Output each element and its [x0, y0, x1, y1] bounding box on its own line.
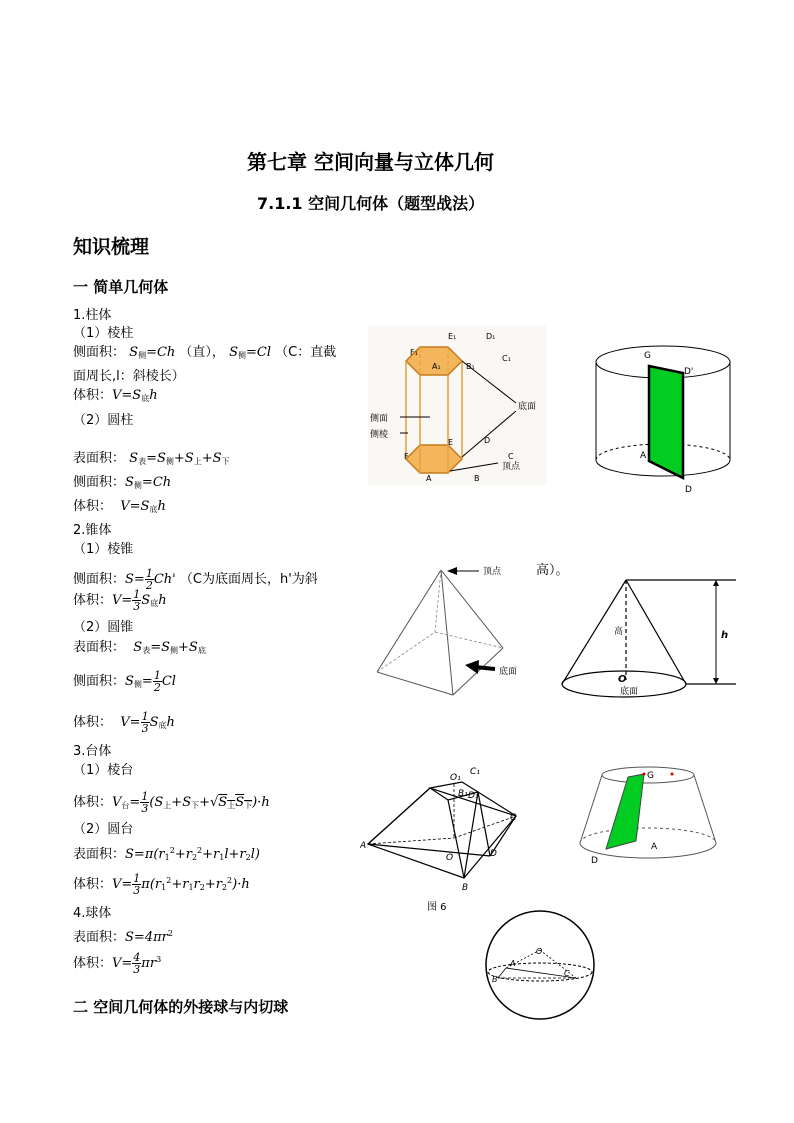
- cylinder-label-d: D: [685, 485, 692, 495]
- prism-lateral-text: （直），: [179, 345, 225, 360]
- prism-label-b: B: [474, 474, 480, 483]
- sphere-figure: [478, 910, 602, 1020]
- prism-volume-label: 体积：: [73, 388, 113, 403]
- formula-frustum-volume2: V= $\frac{1}{3}$ $\pi(r_1^2+r_1r_2+r_2^2)\cdot h$: [112, 872, 250, 897]
- cylinder-section: [649, 366, 683, 478]
- formula-cone-surface: $S_表=S_侧+S_底$: [133, 640, 206, 655]
- prism-sub1: （1）棱柱: [73, 326, 134, 341]
- truncated-cone-label-g: G: [647, 771, 654, 781]
- cone-label-height: 高: [614, 627, 624, 637]
- prism-label-f1: F₁: [410, 348, 418, 357]
- pyramid-figure: [375, 560, 545, 700]
- knowledge-heading: 知识梳理: [73, 236, 150, 258]
- frustum-label-o1: O₁: [450, 773, 461, 783]
- prism-lateral-label: 侧面积：: [73, 345, 126, 360]
- prism-title: 1.柱体: [73, 308, 112, 323]
- prism-label-e1: E₁: [448, 332, 457, 341]
- frustum-label-c: C: [510, 813, 517, 823]
- cylinder-surface-line: [73, 451, 230, 470]
- prism-lateral-line: [73, 345, 336, 364]
- sphere-volume-label: 体积：: [73, 956, 113, 971]
- pyramid-lateral-note: （C为底面周长，h'为斜: [179, 572, 318, 587]
- frustum-figure: [360, 760, 525, 910]
- prism-label-a1: A₁: [432, 362, 441, 371]
- frustum-label-d1: D₁: [468, 791, 479, 801]
- frustum-sub2: （2）圆台: [73, 822, 134, 837]
- prism-label-side-face: 侧面: [370, 414, 389, 424]
- cylinder-surface-label: 表面积：: [73, 451, 126, 466]
- truncated-cone-section: [606, 774, 644, 849]
- cone-title: 2.锥体: [73, 523, 112, 538]
- cone-lateral-line: [73, 670, 176, 693]
- frustum-volume-label: 体积：: [73, 795, 113, 810]
- sphere-surface-label: 表面积：: [73, 930, 126, 945]
- frustum-sub1: （1）棱台: [73, 763, 134, 778]
- sphere-title: 4.球体: [73, 906, 112, 921]
- frustum-label-c1: C₁: [470, 767, 480, 777]
- truncated-cone-figure: [578, 765, 723, 865]
- hexagonal-prism-figure: [368, 325, 546, 485]
- prism-label-d: D: [484, 436, 491, 445]
- formula-frustum-volume: $V_台=$ $\frac{1}{3}$ $(S_上+S_下+√S_上S_下)\cdot h$: [112, 790, 270, 815]
- cylinder-volume-line: [73, 499, 166, 518]
- cylinder-label-dprime: D': [684, 367, 694, 377]
- formula-frustum-surface: $S=\pi(r_1^2+r_2^2+r_1l+r_2l)$: [125, 846, 260, 862]
- prism-label-f: F: [404, 452, 409, 461]
- formula-prism-lateral-1: $S_侧=Ch$: [129, 345, 176, 360]
- frustum-volume2-line: [73, 873, 250, 896]
- formula-sphere-volume: V= $\frac{4}{3}$ $\pi r^3$: [112, 951, 162, 976]
- prism-label-a: A: [426, 474, 432, 483]
- formula-cylinder-volume: $V=S_底h$: [120, 499, 166, 514]
- section-title: 7.1.1 空间几何体（题型战法）: [257, 194, 485, 213]
- truncated-cone-label-a: A: [651, 842, 658, 852]
- formula-cone-lateral: $S_侧=$ $\frac{1}{2}$ Cl: [125, 669, 176, 694]
- cone-sub: （2）圆锥: [73, 620, 134, 635]
- frustum-volume-line: [73, 791, 270, 814]
- part2-heading: 二 空间几何体的外接球与内切球: [73, 998, 289, 1016]
- frustum-label-b1: B₁: [458, 789, 468, 799]
- prism-label-c1: C₁: [502, 354, 511, 363]
- sphere-label-b: B: [492, 975, 498, 984]
- frustum-label-b: B: [462, 883, 469, 893]
- prism-label-base: 底面: [518, 402, 537, 412]
- formula-pyramid-lateral: S= $\frac{1}{2}$ Ch': [125, 567, 176, 592]
- prism-label-c: C: [508, 452, 514, 461]
- part1-heading: 一 简单几何体: [73, 278, 169, 296]
- frustum-surface-line: [73, 843, 260, 866]
- frustum-label-d: D: [490, 849, 497, 859]
- cone-volume-line: [73, 711, 175, 734]
- sphere-label-a: A: [510, 959, 516, 968]
- sphere-label-c: C: [564, 969, 570, 978]
- formula-prism-volume: $V=S_底h$: [112, 388, 158, 403]
- cone-volume-label: 体积：: [73, 715, 113, 730]
- cone-surface-line: [73, 640, 206, 659]
- formula-cylinder-lateral: $S_侧=Ch$: [125, 475, 172, 490]
- frustum-surface-label: 表面积：: [73, 847, 126, 862]
- formula-pyramid-volume: V= $\frac{1}{3}$ $S_底h$: [112, 588, 167, 613]
- truncated-cone-label-d: D: [591, 856, 598, 865]
- cone-label-o: O: [618, 674, 627, 685]
- height-continuation: 高）。: [536, 563, 569, 578]
- prism-volume-line: [73, 388, 158, 407]
- sphere-surface-line: [73, 926, 173, 946]
- pyramid-lateral-line: [73, 568, 318, 591]
- pyramid-lateral-label: 侧面积：: [73, 572, 126, 587]
- frustum-label-a: A: [360, 841, 367, 851]
- cylinder-lateral-line: [73, 475, 171, 494]
- formula-prism-lateral-2: $S_侧=Cl$: [229, 345, 271, 360]
- prism-label-side-edge: 侧棱: [370, 430, 389, 440]
- cylinder-label-a: A: [640, 451, 647, 461]
- cylinder-figure: [588, 340, 738, 498]
- formula-cylinder-surface: $S_表=S_侧+S_上+S_下$: [129, 451, 230, 466]
- prism-label-e: E: [448, 438, 454, 447]
- frustum-label-o: O: [446, 853, 454, 863]
- chapter-title: 第七章 空间向量与立体几何: [247, 150, 494, 174]
- prism-label-vertex: 顶点: [502, 462, 521, 472]
- pyramid-volume-line: [73, 589, 167, 612]
- cone-figure: [556, 574, 740, 706]
- cylinder-label-g: G: [644, 351, 651, 361]
- pyramid-volume-label: 体积：: [73, 593, 113, 608]
- prism-label-d1: D₁: [486, 332, 496, 341]
- cone-label-base: 底面: [620, 687, 639, 697]
- sphere-volume-line: [73, 952, 161, 975]
- sphere-label-o: O: [536, 947, 543, 956]
- cylinder-volume-label: 体积：: [73, 499, 113, 514]
- prism-lateral-note: （C：直截: [275, 345, 337, 360]
- formula-sphere-surface: $S=4\pi r^2$: [125, 929, 173, 945]
- frustum-title: 3.台体: [73, 744, 112, 759]
- pyramid-label-vertex: 顶点: [483, 567, 502, 577]
- cylinder-lateral-label: 侧面积：: [73, 475, 126, 490]
- cone-surface-label: 表面积：: [73, 640, 126, 655]
- prism-note-cont: 面周长,l：斜棱长）: [73, 369, 185, 384]
- formula-cone-volume: V= $\frac{1}{3}$ $S_底h$: [120, 710, 175, 735]
- frustum-volume2-label: 体积：: [73, 877, 113, 892]
- pyramid-sub: （1）棱锥: [73, 542, 134, 557]
- cone-lateral-label: 侧面积：: [73, 674, 126, 689]
- figure-caption: 图 6: [427, 902, 447, 913]
- pyramid-label-base: 底面: [499, 667, 518, 677]
- prism-label-b1: B₁: [466, 362, 475, 371]
- cylinder-sub: （2）圆柱: [73, 413, 134, 428]
- cone-label-h: h: [721, 630, 729, 641]
